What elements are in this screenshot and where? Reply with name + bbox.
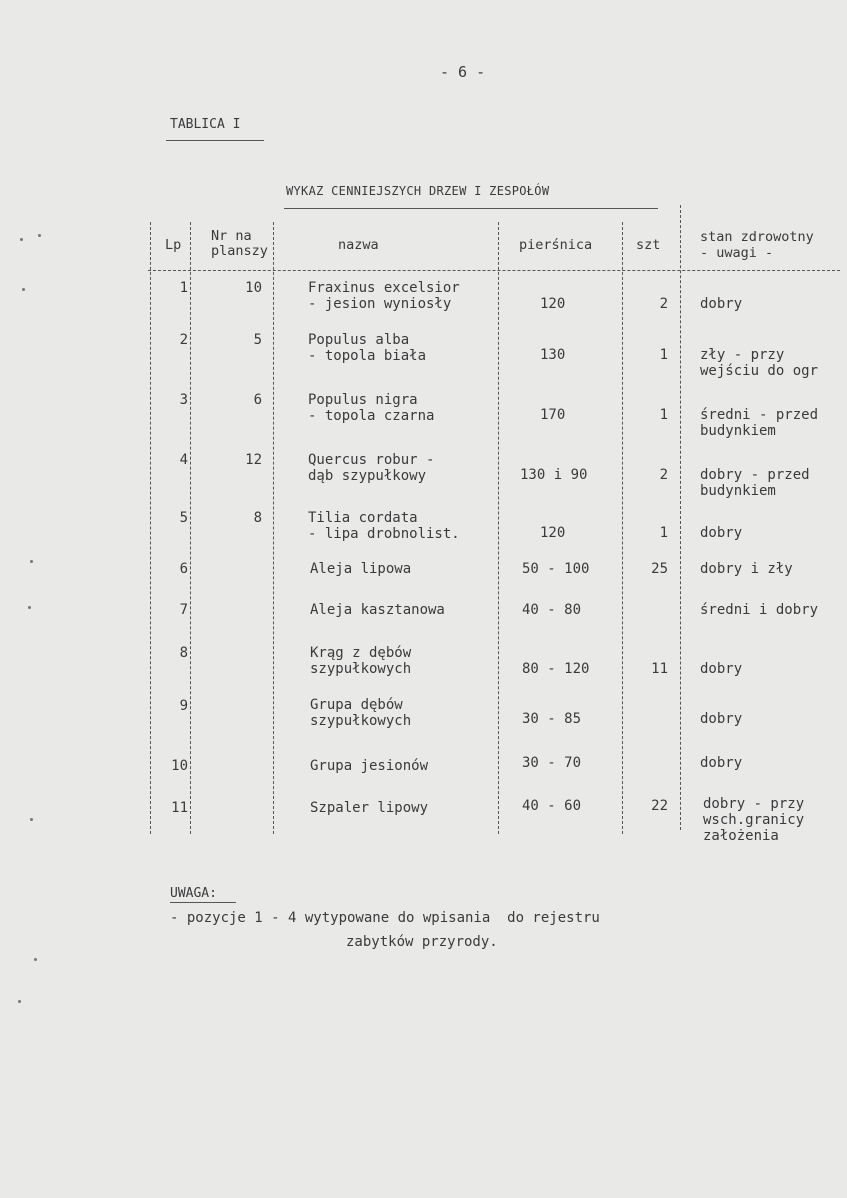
cell-nazwa: Grupa dębów szypułkowych — [310, 697, 412, 729]
cell-nr: 10 — [245, 280, 262, 296]
table-title: WYKAZ CENNIEJSZYCH DRZEW I ZESPOŁÓW — [286, 184, 550, 198]
cell-piersnica: 130 i 90 — [520, 467, 588, 483]
cell-nazwa: Populus nigra - topola czarna — [308, 392, 435, 424]
cell-nazwa: Krąg z dębów szypułkowych — [310, 645, 412, 677]
cell-nazwa: Aleja lipowa — [310, 561, 412, 577]
cell-lp: 6 — [179, 561, 188, 577]
cell-nr: 12 — [245, 452, 262, 468]
scan-speck — [20, 238, 23, 241]
column-divider — [680, 205, 681, 830]
cell-szt: 2 — [659, 467, 668, 483]
page-number: - 6 - — [440, 63, 486, 81]
header-piersnica: pierśnica — [519, 237, 593, 253]
note-line-1: - pozycje 1 - 4 wytypowane do wpisania do rejestru — [170, 910, 600, 926]
column-divider — [498, 222, 499, 834]
note-heading-underline — [170, 902, 236, 903]
cell-stan: zły - przy wejściu do ogr — [700, 347, 819, 379]
scan-speck — [22, 288, 25, 291]
cell-stan: dobry - przed budynkiem — [700, 467, 810, 499]
header-nr: Nr na planszy — [211, 228, 268, 259]
cell-lp: 7 — [179, 602, 188, 618]
cell-stan: dobry — [700, 755, 743, 771]
cell-szt: 1 — [659, 525, 668, 541]
cell-stan: średni - przed budynkiem — [700, 407, 819, 439]
note-heading: UWAGA: — [170, 886, 217, 901]
cell-stan: dobry — [700, 711, 743, 727]
cell-piersnica: 40 - 60 — [522, 798, 582, 814]
table-title-underline — [284, 208, 658, 209]
cell-szt: 22 — [651, 798, 668, 814]
cell-lp: 8 — [179, 645, 188, 661]
cell-stan: średni i dobry — [700, 602, 819, 618]
cell-lp: 5 — [179, 510, 188, 526]
cell-lp: 3 — [179, 392, 188, 408]
header-szt: szt — [636, 237, 661, 253]
cell-stan: dobry — [700, 296, 743, 312]
cell-nazwa: Aleja kasztanowa — [310, 602, 445, 618]
cell-piersnica: 80 - 120 — [522, 661, 590, 677]
header-divider — [148, 270, 840, 271]
cell-piersnica: 170 — [540, 407, 566, 423]
cell-stan: dobry — [700, 661, 743, 677]
cell-szt: 25 — [651, 561, 668, 577]
header-stan: stan zdrowotny - uwagi - — [700, 229, 814, 261]
cell-nazwa: Fraxinus excelsior - jesion wyniosły — [308, 280, 460, 312]
cell-szt: 1 — [659, 407, 668, 423]
header-lp: Lp — [165, 237, 182, 253]
cell-lp: 4 — [179, 452, 188, 468]
cell-lp: 1 — [179, 280, 188, 296]
cell-piersnica: 120 — [540, 525, 566, 541]
cell-nr: 5 — [253, 332, 262, 348]
cell-lp: 11 — [171, 800, 188, 816]
cell-nazwa: Populus alba - topola biała — [308, 332, 427, 364]
cell-nr: 6 — [253, 392, 262, 408]
header-nazwa: nazwa — [338, 237, 379, 253]
cell-piersnica: 120 — [540, 296, 566, 312]
cell-nazwa: Szpaler lipowy — [310, 800, 429, 816]
note-line-2: zabytków przyrody. — [346, 934, 498, 950]
cell-szt: 2 — [659, 296, 668, 312]
cell-szt: 11 — [651, 661, 668, 677]
scan-speck — [30, 818, 33, 821]
cell-nazwa: Grupa jesionów — [310, 758, 429, 774]
column-divider — [622, 222, 623, 834]
cell-piersnica: 40 - 80 — [522, 602, 582, 618]
cell-stan: dobry i zły — [700, 561, 793, 577]
cell-stan: dobry — [700, 525, 743, 541]
table-label: TABLICA I — [170, 117, 241, 132]
scan-speck — [28, 606, 31, 609]
scan-speck — [30, 560, 33, 563]
cell-nr: 8 — [253, 510, 262, 526]
cell-piersnica: 30 - 85 — [522, 711, 582, 727]
scan-speck — [18, 1000, 21, 1003]
cell-lp: 9 — [179, 698, 188, 714]
cell-szt: 1 — [659, 347, 668, 363]
cell-piersnica: 50 - 100 — [522, 561, 590, 577]
column-divider — [273, 222, 274, 834]
scan-speck — [38, 234, 41, 237]
cell-piersnica: 30 - 70 — [522, 755, 582, 771]
table-label-underline — [166, 140, 264, 141]
column-divider — [190, 222, 191, 834]
cell-nazwa: Quercus robur - dąb szypułkowy — [308, 452, 435, 484]
cell-lp: 10 — [171, 758, 188, 774]
cell-stan: dobry - przy wsch.granicy założenia — [703, 796, 805, 844]
column-divider — [150, 222, 151, 834]
cell-nazwa: Tilia cordata - lipa drobnolist. — [308, 510, 460, 542]
cell-lp: 2 — [179, 332, 188, 348]
cell-piersnica: 130 — [540, 347, 566, 363]
scan-speck — [34, 958, 37, 961]
